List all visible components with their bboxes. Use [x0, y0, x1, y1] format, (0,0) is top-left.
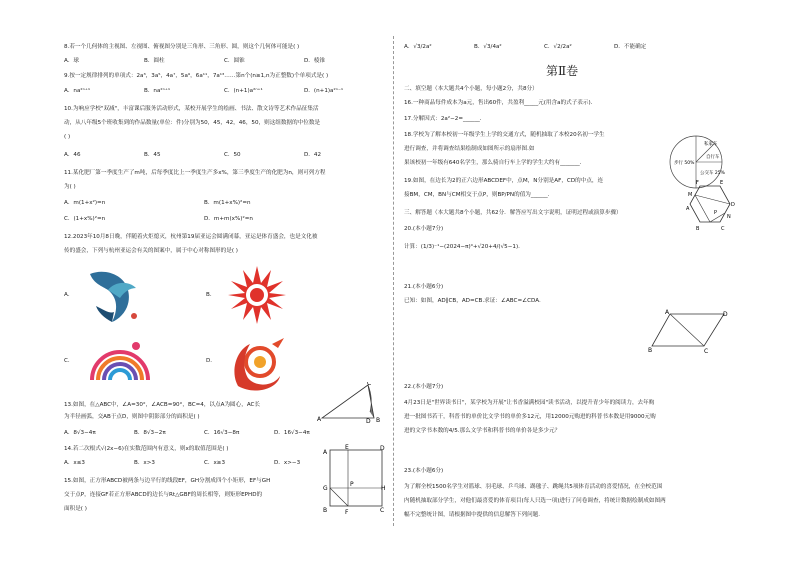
q22-heading: 22.(本小题7分)	[404, 384, 444, 390]
q15-label-p: P	[350, 481, 354, 488]
q10-option-d[interactable]: D．42	[304, 152, 322, 158]
q17-text: 17.分解因式：2a²−2=______．	[404, 116, 486, 122]
q18-line-2: 进行调查，并将调查结果绘制成如图所示的扇形图.如	[404, 146, 535, 152]
q9-option-d[interactable]: D．(n+1)a²ⁿ⁻¹	[304, 88, 344, 94]
q22-line-2: 进一批图书若干，科普书的单价比文学书的单价多12元，用12000元购进的科普书本数是用9000元购	[404, 414, 656, 420]
q21-label-c: C	[704, 348, 709, 354]
q8-stem: 8.若一个几何体的主视图、左视图、俯视图分别是三角形、三角形、圆，则这个几何体可能是( )	[64, 44, 300, 50]
q19-label-b: B	[696, 226, 700, 232]
q15-label-g: G	[323, 485, 328, 492]
q23-line-1: 为了解全校1500名学生对篮球、羽毛球、乒乓球、踢毽子、跳绳共5项体育活动的喜爱情况，在全校范围	[404, 484, 663, 490]
q12-option-d[interactable]: D．	[206, 358, 216, 364]
q15-line-2: 交于点P，连接GF若正方形ABCD的边长与Rt△GBF的周长相等，则矩形EPHD的	[64, 492, 263, 498]
q10-option-a[interactable]: A．46	[64, 152, 81, 158]
q12-option-c[interactable]: C．	[64, 358, 74, 364]
q15-option-a[interactable]: A．√3/2a²	[404, 44, 432, 50]
q12-line-1: 12.2023年10月8日晚，伴随着火炬熄灭，杭州第19届亚运会圆满闭幕，亚运是体育盛会，也是文化被	[64, 234, 318, 240]
q9-stem: 9.按一定规律排列的单项式：2a³，3a⁵，4a⁷，5a⁹，6a¹¹，7a¹³……第n个(n≥1,n为正整数)个单项式是( )	[64, 73, 329, 79]
q9-option-a[interactable]: A．na²ⁿ⁺¹	[64, 88, 91, 94]
q13-line-1: 13.如图，在△ABC中，∠A=30°，∠ACB=90°，BC=4，以点A为圆心，AC长	[64, 402, 261, 408]
q20-heading: 20.(本小题7分)	[404, 226, 444, 232]
q11-line-1: 11.某化肥厂第一季度生产了m吨，后每季度比上一季度生产多x%，第三季度生产的化肥为n，则可列方程	[64, 170, 326, 176]
q19-label-d: D	[731, 202, 735, 208]
q19-label-c: C	[721, 226, 725, 232]
q15-label-c: C	[380, 507, 385, 514]
q15-line-1: 15.如图，正方形ABCD被两条与边平行的线段EF，GH分割成四个小矩形，EF与GH	[64, 478, 271, 484]
section-2-heading: 二、填空题（本大题共4个小题，每小题2分，共8分）	[404, 86, 538, 92]
q13-option-d[interactable]: D．16√3−4π	[274, 430, 310, 436]
q13-option-a[interactable]: A．8√3−4π	[64, 430, 96, 436]
pie-label-bike: 自行车	[706, 155, 720, 160]
q12-option-a[interactable]: A．	[64, 292, 74, 298]
q15-label-a: A	[323, 449, 328, 456]
q15-option-c[interactable]: C．√2/2a²	[544, 44, 572, 50]
q10-line-1: 10.为响应学校"双减"，丰富课后服务活动形式，某校开展学生的绘画、书法、散文诗等艺术作品征集活	[64, 106, 319, 112]
q10-option-c[interactable]: C．50	[224, 152, 241, 158]
q21-label-a: A	[665, 309, 670, 316]
q21-label-b: B	[648, 347, 653, 354]
q11-option-d[interactable]: D．m+m(x%)²=n	[204, 216, 253, 222]
q22-line-3: 进的文学书本数的4/5.那么文学书和科普书的单价各是多少元？	[404, 428, 561, 434]
q15-label-e: E	[345, 444, 349, 451]
q19-label-f: F	[696, 180, 699, 186]
q12-line-2: 传的盛会，下列与杭州亚运会有关的图案中，属于中心对称图形的是( )	[64, 248, 238, 254]
q23-line-3: 幅不完整统计图，请根据图中提供的信息解答下列问题.	[404, 512, 541, 518]
q8-option-b[interactable]: B．圆柱	[144, 58, 165, 64]
q11-option-c[interactable]: C．(1+x%)²=n	[64, 216, 106, 222]
q9-option-c[interactable]: C．(n+1)a²ⁿ⁺¹	[224, 88, 263, 94]
q18-line-1: 18.学校为了解本校初一年级学生上学的交通方式，随机抽取了本校20名初一学生	[404, 132, 605, 138]
pie-label-car: 私家车	[704, 142, 718, 147]
q14-option-d[interactable]: D．x>−3	[274, 460, 301, 466]
q13-option-c[interactable]: C．16√3−8π	[204, 430, 240, 436]
q12-option-b[interactable]: B．	[206, 292, 216, 298]
q21-label-d: D	[723, 311, 728, 318]
sun-emblem-figure	[226, 264, 288, 326]
q19-label-m: M	[688, 192, 693, 198]
q13-label-b: B	[376, 417, 381, 424]
q8-option-a[interactable]: A．球	[64, 58, 80, 64]
q13-label-a: A	[317, 416, 322, 423]
q14-option-c[interactable]: C．x≥3	[204, 460, 226, 466]
q16-text: 16.一种商品每件成本为a元，售出60件，共盈利_____元(用含a的式子表示)．	[404, 100, 597, 106]
q10-line-2: 动，从八年级5个班收集到的作品数量(单位：件)分别为50，45，42，46，50，则这组数据的中位数是	[64, 120, 321, 126]
q19-label-p: P	[714, 210, 718, 216]
column-divider	[393, 36, 394, 526]
q19-hexagon-figure	[686, 178, 736, 232]
q21-heading: 21.(本小题6分)	[404, 284, 444, 290]
q15-label-d: D	[380, 445, 385, 452]
dolphin-emblem-figure	[84, 262, 148, 326]
q19-label-n: N	[727, 214, 731, 220]
q23-line-2: 内随机抽取部分学生，对他们最喜爱的体育项目(每人只选一项)进行了问卷调查，将统计数据绘制成如图两	[404, 498, 666, 504]
q15-label-f: F	[345, 509, 349, 516]
q22-line-1: 4月23日是"世界读书日"，某学校为开展"让书香溢满校园"读书活动，以提升青少年的阅读力，去年购	[404, 400, 655, 406]
q21-body: 已知：如图，AD∥CB，AD=CB.求证：∠ABC=∠CDA.	[404, 298, 541, 304]
q15-label-h: H	[381, 485, 386, 492]
q13-label-d: D	[366, 418, 371, 424]
q19-label-a: A	[686, 206, 690, 212]
q13-line-2: 为半径画弧，交AB于点D，则图中阴影部分的面积是( )	[64, 414, 200, 420]
q19-label-e: E	[720, 180, 724, 186]
q11-option-a[interactable]: A．m(1+x²)=n	[64, 200, 106, 206]
q15-option-b[interactable]: B．√3/4a²	[474, 44, 502, 50]
q10-option-b[interactable]: B．45	[144, 152, 161, 158]
q19-line-1: 19.如图，在边长为2的正六边形ABCDEF中，点M，N分别是AF，CD的中点，连	[404, 178, 604, 184]
pie-label-bus: 公交车 25%	[700, 171, 725, 176]
q14-stem: 14.若二次根式√(2x−6)在实数范围内有意义，则x的取值范围是( )	[64, 446, 229, 452]
q18-line-3: 果该校初一年级有640名学生，那么骑自行车上学的学生大约有_______．	[404, 160, 586, 166]
q19-line-2: 接BM，CM，BN与CM相交于点P，则BP/PN的值为______.	[404, 192, 550, 198]
q23-heading: 23.(本小题6分)	[404, 468, 444, 474]
pie-label-walk: 步行 50%	[674, 161, 695, 166]
part-title: 第Ⅱ卷	[546, 64, 579, 78]
q21-parallelogram-figure	[648, 308, 728, 354]
q9-option-b[interactable]: B．na²ⁿ⁺¹	[144, 88, 171, 94]
q14-option-b[interactable]: B．x>3	[134, 460, 155, 466]
section-3-heading: 三、解答题（本大题共8个小题，共62分．解答应写出文字说明，证明过程或演算步骤）	[404, 210, 622, 216]
q20-body: 计算：(1/3)⁻¹−(2024−π)⁰+√20+4/(√5−1).	[404, 244, 520, 250]
q11-line-2: 为( )	[64, 184, 76, 190]
q13-label-c: C	[367, 382, 372, 387]
q13-triangle-figure	[316, 382, 386, 424]
q13-option-b[interactable]: B．8√3−2π	[134, 430, 166, 436]
q15-square-figure	[322, 444, 386, 516]
q11-option-b[interactable]: B．m(1+x%)²=n	[204, 200, 251, 206]
q15-option-d[interactable]: D．不能确定	[614, 44, 647, 50]
dragon-emblem-figure	[226, 332, 290, 396]
q15-label-b: B	[323, 507, 328, 514]
rainbow-emblem-figure	[86, 336, 156, 386]
q14-option-a[interactable]: A．x≤3	[64, 460, 85, 466]
q8-option-c[interactable]: C．圆锥	[224, 58, 245, 64]
q8-option-d[interactable]: D．棱锥	[304, 58, 326, 64]
q15-line-3: 面积是( )	[64, 506, 87, 512]
q10-line-3: ( )	[64, 134, 71, 140]
